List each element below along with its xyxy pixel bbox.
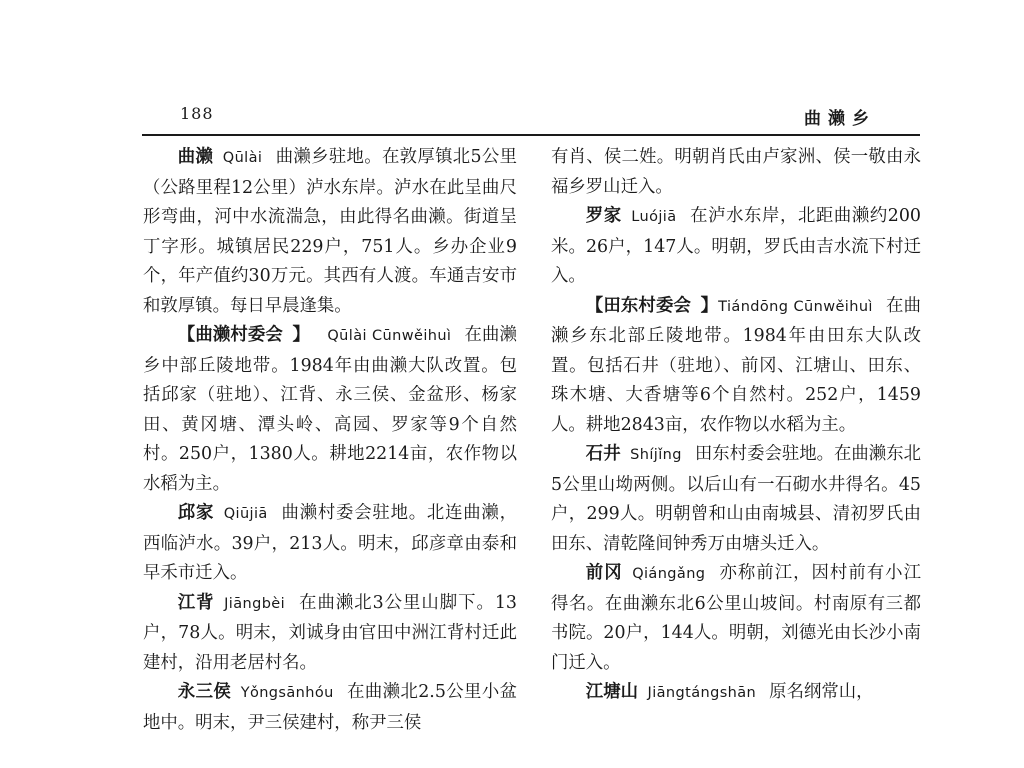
running-head: 曲濑乡: [804, 109, 876, 129]
bracket-close: 】: [292, 325, 310, 345]
bracket-open: 【: [585, 295, 604, 316]
entry-tiandong-village-committee: [551, 292, 921, 441]
entry-qiujia: [143, 499, 517, 589]
bracket-close: 】: [700, 295, 719, 316]
entry-pinyin: Qiūjiā: [223, 506, 268, 522]
entry-headword: 曲濑: [177, 147, 214, 167]
entry-headword: 曲濑村委会: [195, 325, 283, 345]
right-column: [551, 143, 921, 709]
entry-yongsanhou: [143, 678, 517, 738]
entry-text: 在曲濑乡东北部丘陵地带。1984年由田东大队改置。包括石井（驻地）、前冈、江塘山、田东、珠木塘、大香塘等6个自然村。252户，1459人。耕地2843亩，农作物以水稻为主。: [551, 295, 921, 435]
entry-qulai-village-committee: [143, 321, 517, 499]
entry-headword: 永三侯: [177, 682, 232, 702]
entry-pinyin: Luójiā: [631, 209, 677, 225]
entry-headword: 田东村委会: [603, 295, 692, 316]
entry-text: 在曲濑北3公里山脚下。13户，78人。明末，刘诚身由官田中洲江背村迁此建村，沿用老居村名。: [143, 592, 517, 673]
entry-headword: 罗家: [585, 206, 622, 226]
entry-headword: 江背: [177, 592, 215, 613]
entry-pinyin: Tiándōng Cūnwěihuì: [718, 298, 873, 315]
entry-text: 原名纲常山，: [769, 682, 874, 702]
page-number: 188: [180, 104, 214, 123]
bracket-open: 【: [177, 325, 196, 345]
entry-qiangang: [551, 559, 921, 678]
entry-headword: 前冈: [585, 563, 623, 583]
entry-luojia: [551, 202, 921, 292]
entry-headword: 邱家: [177, 503, 215, 523]
entry-continuation: [551, 143, 921, 202]
entry-pinyin: Jiāngtángshān: [647, 685, 757, 701]
left-column: [143, 143, 517, 738]
entry-text: 在曲濑北2.5公里小盆地中。明末，尹三侯建村，称尹三侯: [143, 682, 517, 733]
entry-text: 曲濑乡驻地。在敦厚镇北5公里（公路里程12公里）泸水东岸。泸水在此呈曲尺形弯曲，河中水流湍急，由此得名曲濑。街道呈丁字形。城镇居民229户，751人。乡办企业9个，年产值约30万元。其西有人渡。车通吉安市和敦厚镇。每日早晨逢集。: [143, 147, 517, 316]
entry-pinyin: Qūlài: [222, 150, 263, 166]
entry-text: 有肖、侯二姓。明朝肖氏由卢家洲、侯一敬由永福乡罗山迁入。: [551, 147, 921, 197]
entry-headword: 江塘山: [585, 682, 638, 702]
entry-text: 曲濑村委会驻地。北连曲濑，西临泸水。39户，213人。明末，邱彦章由泰和早禾市迁入。: [143, 503, 517, 583]
entry-pinyin: Shíjǐng: [630, 447, 682, 463]
entry-jiangbei: [143, 589, 517, 679]
entry-pinyin: Qiángǎng: [632, 566, 706, 582]
entry-pinyin: Jiāngbèi: [224, 595, 286, 612]
entry-jiangtangshan: [551, 678, 921, 709]
entry-text: 在曲濑乡中部丘陵地带。1984年由曲濑大队改置。包括邱家（驻地）、江背、永三侯、金盆形、杨家田、黄冈塘、潭头岭、高园、罗家等9个自然村。250户，1380人。耕地2214亩，农作物以水稻为主。: [143, 325, 517, 494]
entry-qulai: [143, 143, 517, 321]
entry-pinyin: Qūlài Cūnwěihuì: [327, 328, 452, 344]
header-rule: [142, 134, 920, 136]
entry-text: 在泸水东岸，北距曲濑约200米。26户，147人。明朝，罗氏由吉水流下村迁入。: [551, 206, 921, 286]
entry-shijing: [551, 440, 921, 559]
entry-text: 田东村委会驻地。在曲濑东北5公里山坳两侧。以后山有一石砌水井得名。45户，299人。明朝曾和山由南城县、清初罗氏由田东、清乾隆间钟秀万由塘头迁入。: [551, 444, 921, 554]
entry-pinyin: Yǒngsānhóu: [240, 685, 334, 701]
entry-text: 亦称前江，因村前有小江得名。在曲濑东北6公里山坡间。村南原有三都书院。20户，144人。明朝，刘德光由长沙小南门迁入。: [551, 563, 921, 673]
entry-headword: 石井: [585, 444, 621, 464]
